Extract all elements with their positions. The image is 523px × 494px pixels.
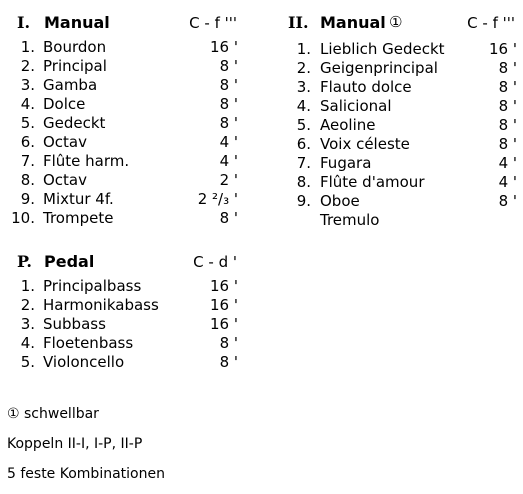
stop-row: [0, 57, 240, 76]
stop-pitch: 4 ': [498, 173, 517, 191]
manual-2-range: C - f ''': [467, 14, 515, 32]
stop-name: Principal: [43, 57, 107, 75]
stop-pitch: 16 ': [210, 296, 238, 314]
stop-row: [276, 154, 520, 173]
stop-number: 1.: [296, 40, 311, 58]
stop-pitch: 8 ': [219, 209, 238, 227]
stop-number: 2.: [20, 296, 35, 314]
stop-number: 4.: [20, 95, 35, 113]
manual-1-range: C - f ''': [189, 14, 237, 32]
stop-pitch: 16 ': [489, 40, 517, 58]
manual-2-roman: II.: [288, 13, 309, 32]
stop-name: Fugara: [320, 154, 372, 172]
stop-row: [0, 95, 240, 114]
stop-row: [0, 190, 240, 209]
stop-number: 4.: [296, 97, 311, 115]
stop-row: [276, 211, 520, 230]
stop-pitch: 4 ': [498, 154, 517, 172]
couplers-note: Koppeln II-I, I-P, II-P: [7, 436, 143, 452]
stop-pitch: 8 ': [219, 353, 238, 371]
stop-pitch: 16 ': [210, 315, 238, 333]
stop-name: Subbass: [43, 315, 106, 333]
pedal-title: Pedal: [44, 252, 95, 271]
stop-number: 2.: [296, 59, 311, 77]
stop-pitch: 8 ': [219, 57, 238, 75]
stop-name: Voix céleste: [320, 135, 410, 153]
manual-2-title: Manual: [320, 13, 386, 32]
stop-number: 10.: [11, 209, 35, 227]
stop-number: 6.: [296, 135, 311, 153]
stop-name: Oboe: [320, 192, 360, 210]
stop-pitch: 16 ': [210, 38, 238, 56]
stop-number: 5.: [20, 114, 35, 132]
stop-name: Bourdon: [43, 38, 107, 56]
stop-row: [0, 209, 240, 228]
stop-row: [0, 277, 240, 296]
stop-pitch: 8 ': [498, 59, 517, 77]
stop-number: 4.: [20, 334, 35, 352]
manual-2-header: [0, 13, 520, 35]
stop-row: [0, 171, 240, 190]
stop-row: [0, 296, 240, 315]
stop-number: 3.: [296, 78, 311, 96]
stop-row: [276, 40, 520, 59]
stop-number: 5.: [296, 116, 311, 134]
swell-marker-icon: ①: [389, 13, 403, 31]
stop-number: 8.: [296, 173, 311, 191]
stop-row: [276, 173, 520, 192]
stop-number: 7.: [296, 154, 311, 172]
stop-name: Violoncello: [43, 353, 125, 371]
pedal-header: [0, 252, 240, 274]
stop-number: 3.: [20, 76, 35, 94]
pedal-roman: P.: [17, 252, 32, 271]
stop-pitch: 8 ': [498, 135, 517, 153]
stop-number: 7.: [20, 152, 35, 170]
stop-name: Gamba: [43, 76, 98, 94]
stop-number: 5.: [20, 353, 35, 371]
stop-pitch: 4 ': [219, 152, 238, 170]
stop-name: Geigenprincipal: [320, 59, 438, 77]
stop-pitch: 4 ': [219, 133, 238, 151]
stop-pitch: 8 ': [219, 95, 238, 113]
pedal-range: C - d ': [193, 253, 237, 271]
stop-name: Aeoline: [320, 116, 376, 134]
stop-row: [0, 353, 240, 372]
manual-1-title: Manual: [44, 13, 110, 32]
stop-number: 2.: [20, 57, 35, 75]
stop-pitch: 8 ': [219, 334, 238, 352]
swell-note: ① schwellbar: [7, 406, 99, 422]
stop-row: [0, 133, 240, 152]
stop-name: Mixtur 4f.: [43, 190, 114, 208]
stop-pitch: 8 ': [498, 78, 517, 96]
stop-name: Floetenbass: [43, 334, 134, 352]
stop-name: Principalbass: [43, 277, 142, 295]
stop-pitch: 8 ': [498, 192, 517, 210]
stop-row: [0, 114, 240, 133]
stop-name: Octav: [43, 171, 88, 189]
stop-row: [276, 116, 520, 135]
stop-name: Trompete: [43, 209, 114, 227]
stop-number: 6.: [20, 133, 35, 151]
stop-name: Dolce: [43, 95, 86, 113]
stop-name: Flauto dolce: [320, 78, 412, 96]
stop-row: [276, 192, 520, 211]
stop-pitch: 8 ': [219, 76, 238, 94]
stop-pitch: 8 ': [219, 114, 238, 132]
stop-row: [276, 135, 520, 154]
stop-pitch: 2 ²/₃ ': [197, 190, 238, 208]
stop-row: [0, 152, 240, 171]
stop-pitch: 16 ': [210, 277, 238, 295]
stop-number: 8.: [20, 171, 35, 189]
stop-number: 1.: [20, 38, 35, 56]
stop-number: 3.: [20, 315, 35, 333]
stop-name: Gedeckt: [43, 114, 106, 132]
stop-row: [0, 315, 240, 334]
stop-row: [276, 78, 520, 97]
stop-number: 9.: [296, 192, 311, 210]
stop-name: Harmonikabass: [43, 296, 159, 314]
stop-pitch: 8 ': [498, 116, 517, 134]
stop-row: [0, 38, 240, 57]
stop-pitch: 2 ': [219, 171, 238, 189]
stop-number: 1.: [20, 277, 35, 295]
stop-name: Octav: [43, 133, 88, 151]
manual-1-roman: I.: [17, 13, 31, 32]
combinations-note: 5 feste Kombinationen: [7, 466, 165, 482]
stop-row: [0, 334, 240, 353]
stop-name: Lieblich Gedeckt: [320, 40, 445, 58]
stop-number: 9.: [20, 190, 35, 208]
stop-row: [0, 76, 240, 95]
stop-row: [276, 59, 520, 78]
stop-name: Salicional: [320, 97, 392, 115]
stop-name: Flûte d'amour: [320, 173, 425, 191]
stop-name: Tremulo: [320, 211, 380, 229]
stop-name: Flûte harm.: [43, 152, 130, 170]
stop-pitch: 8 ': [498, 97, 517, 115]
stop-row: [276, 97, 520, 116]
